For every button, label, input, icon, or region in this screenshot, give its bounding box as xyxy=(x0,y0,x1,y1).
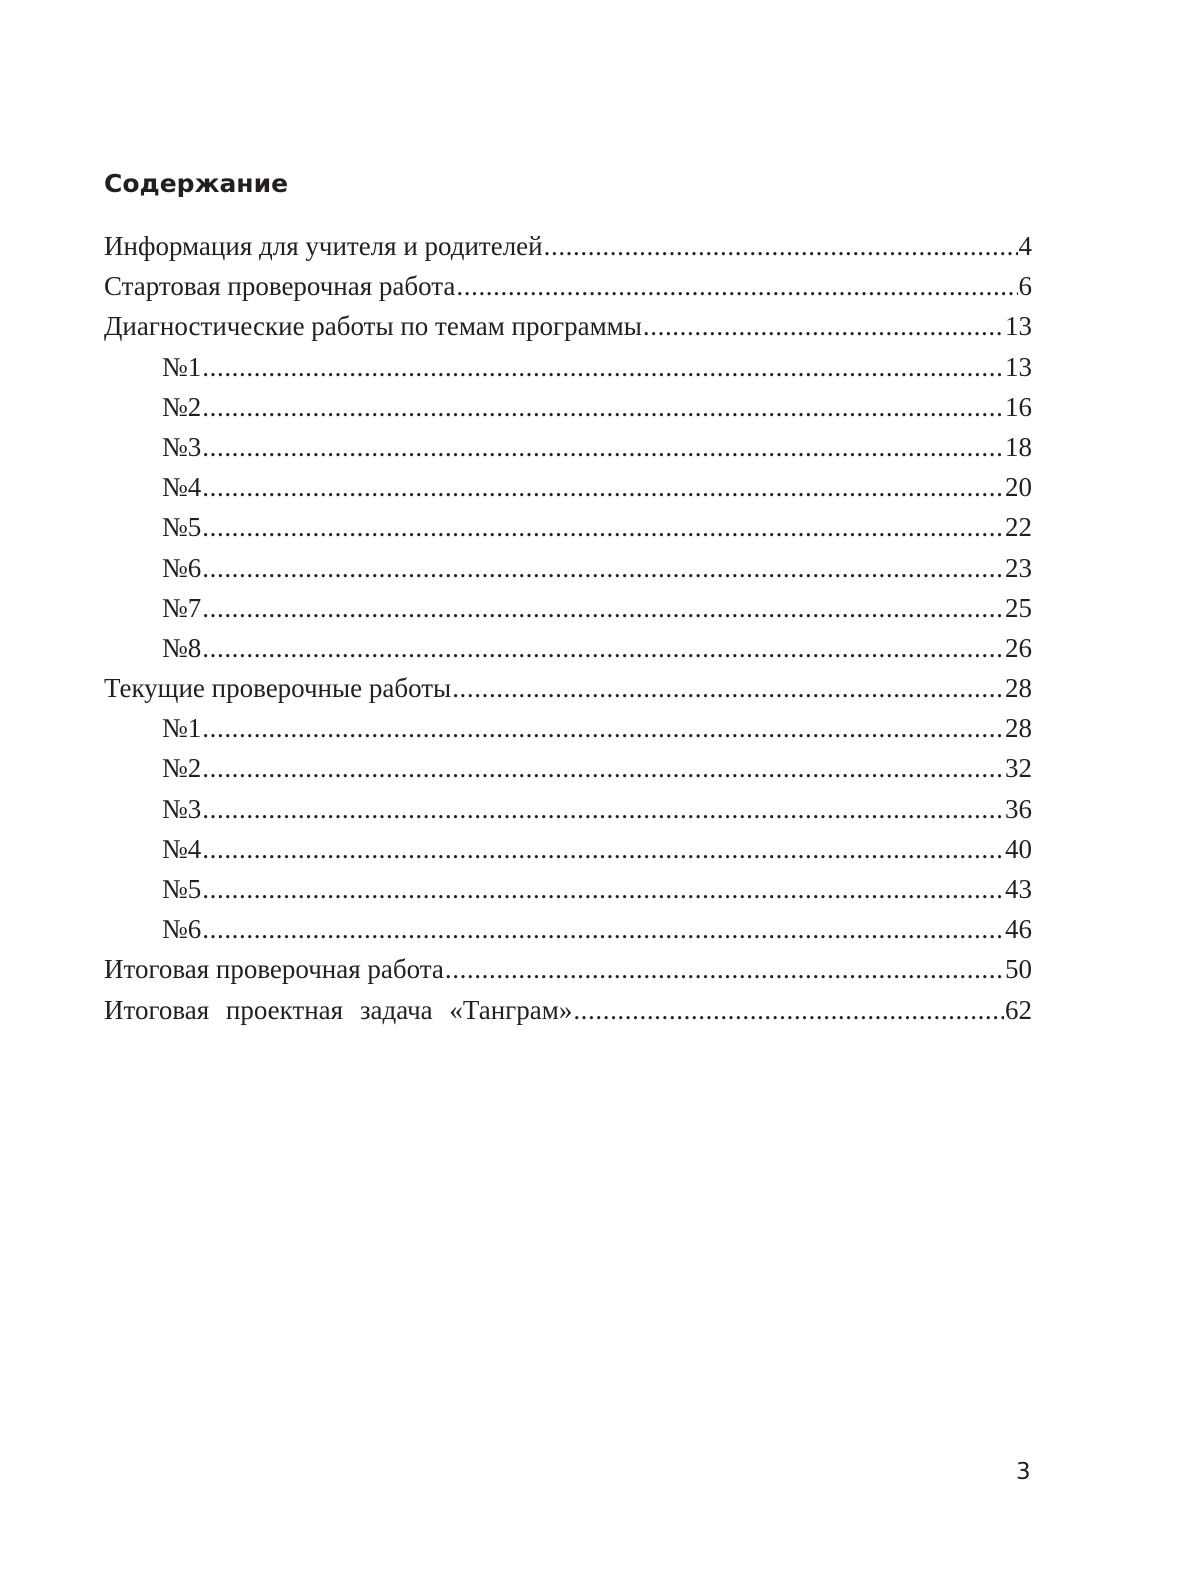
toc-entry-page: 32 xyxy=(1005,753,1032,784)
page-number: 3 xyxy=(1016,1459,1031,1485)
toc-subentry[interactable] xyxy=(104,708,1032,748)
dot-leader xyxy=(202,588,1004,628)
toc-entry-page: 43 xyxy=(1005,874,1032,904)
toc-subentry[interactable] xyxy=(104,387,1032,427)
toc-entry-label: №7 xyxy=(162,592,202,623)
dot-leader xyxy=(445,949,1004,989)
dot-leader xyxy=(202,427,1004,467)
toc-entry-label: №2 xyxy=(162,753,202,784)
toc-entry[interactable] xyxy=(104,668,1032,708)
dot-leader xyxy=(202,467,1004,507)
toc-entry-page: 4 xyxy=(1018,231,1032,261)
toc-subentry[interactable] xyxy=(104,829,1032,869)
toc-entry-label: №4 xyxy=(162,472,202,503)
table-of-contents xyxy=(104,226,1032,1030)
toc-entry-page: 23 xyxy=(1005,552,1032,583)
toc-entry[interactable] xyxy=(104,949,1032,989)
dot-leader xyxy=(202,507,1004,547)
toc-entry-label: Диагностические работы по темам программы xyxy=(104,311,642,342)
toc-entry-label: №8 xyxy=(162,632,202,663)
toc-entry-label: Текущие проверочные работы xyxy=(104,673,452,704)
toc-entry[interactable] xyxy=(104,306,1032,346)
toc-entry-page: 50 xyxy=(1005,954,1032,985)
toc-entry[interactable] xyxy=(104,226,1032,266)
toc-entry-page: 16 xyxy=(1005,391,1032,422)
toc-entry-page: 25 xyxy=(1005,592,1032,623)
dot-leader xyxy=(202,909,1004,949)
dot-leader xyxy=(202,347,1004,387)
toc-entry-page: 22 xyxy=(1005,512,1032,543)
dot-leader xyxy=(202,748,1004,788)
dot-leader xyxy=(456,266,1017,306)
dot-leader xyxy=(202,628,1004,668)
toc-subentry[interactable] xyxy=(104,347,1032,387)
toc-entry-label: №6 xyxy=(162,552,202,583)
dot-leader xyxy=(573,990,1004,1030)
toc-entry-page: 13 xyxy=(1005,351,1032,382)
dot-leader xyxy=(202,789,1004,829)
toc-subentry[interactable] xyxy=(104,909,1032,949)
toc-entry-label: Информация для учителя и родителей xyxy=(104,231,543,261)
toc-subentry[interactable] xyxy=(104,467,1032,507)
toc-entry-page: 18 xyxy=(1005,431,1032,462)
toc-subentry[interactable] xyxy=(104,588,1032,628)
dot-leader xyxy=(544,226,1018,266)
toc-entry-label: №2 xyxy=(162,391,202,422)
toc-subentry[interactable] xyxy=(104,748,1032,788)
toc-entry-page: 26 xyxy=(1005,632,1032,663)
toc-entry-label: Итоговая проверочная работа xyxy=(104,954,444,985)
toc-entry-label: №3 xyxy=(162,793,202,824)
toc-subentry[interactable] xyxy=(104,869,1032,909)
toc-entry-page: 13 xyxy=(1005,311,1032,342)
dot-leader xyxy=(452,668,1004,708)
dot-leader xyxy=(202,708,1004,748)
dot-leader xyxy=(202,548,1004,588)
toc-entry-label: Стартовая проверочная работа xyxy=(104,271,456,302)
dot-leader xyxy=(202,387,1004,427)
toc-entry-label: №4 xyxy=(162,833,202,864)
toc-subentry[interactable] xyxy=(104,427,1032,467)
toc-entry-label: Итоговая проектная задача «Танграм» xyxy=(104,994,573,1025)
toc-entry-page: 20 xyxy=(1005,472,1032,503)
toc-subentry[interactable] xyxy=(104,507,1032,547)
toc-entry-label: №5 xyxy=(162,874,202,904)
toc-subentry[interactable] xyxy=(104,789,1032,829)
toc-entry-page: 36 xyxy=(1005,793,1032,824)
dot-leader xyxy=(202,869,1004,909)
toc-entry-label: №6 xyxy=(162,914,202,945)
page-title: Содержание xyxy=(104,169,289,198)
toc-entry-page: 40 xyxy=(1005,833,1032,864)
toc-entry[interactable] xyxy=(104,990,1032,1030)
dot-leader xyxy=(202,829,1004,869)
toc-entry-page: 28 xyxy=(1005,713,1032,744)
toc-entry[interactable] xyxy=(104,266,1032,306)
toc-entry-page: 46 xyxy=(1005,914,1032,945)
toc-entry-page: 6 xyxy=(1018,271,1032,302)
toc-subentry[interactable] xyxy=(104,548,1032,588)
toc-entry-label: №3 xyxy=(162,431,202,462)
toc-entry-page: 28 xyxy=(1005,673,1032,704)
toc-subentry[interactable] xyxy=(104,628,1032,668)
toc-entry-label: №1 xyxy=(162,713,202,744)
toc-entry-label: №1 xyxy=(162,351,202,382)
dot-leader xyxy=(643,306,1004,346)
toc-entry-page: 62 xyxy=(1005,994,1032,1025)
toc-entry-label: №5 xyxy=(162,512,202,543)
